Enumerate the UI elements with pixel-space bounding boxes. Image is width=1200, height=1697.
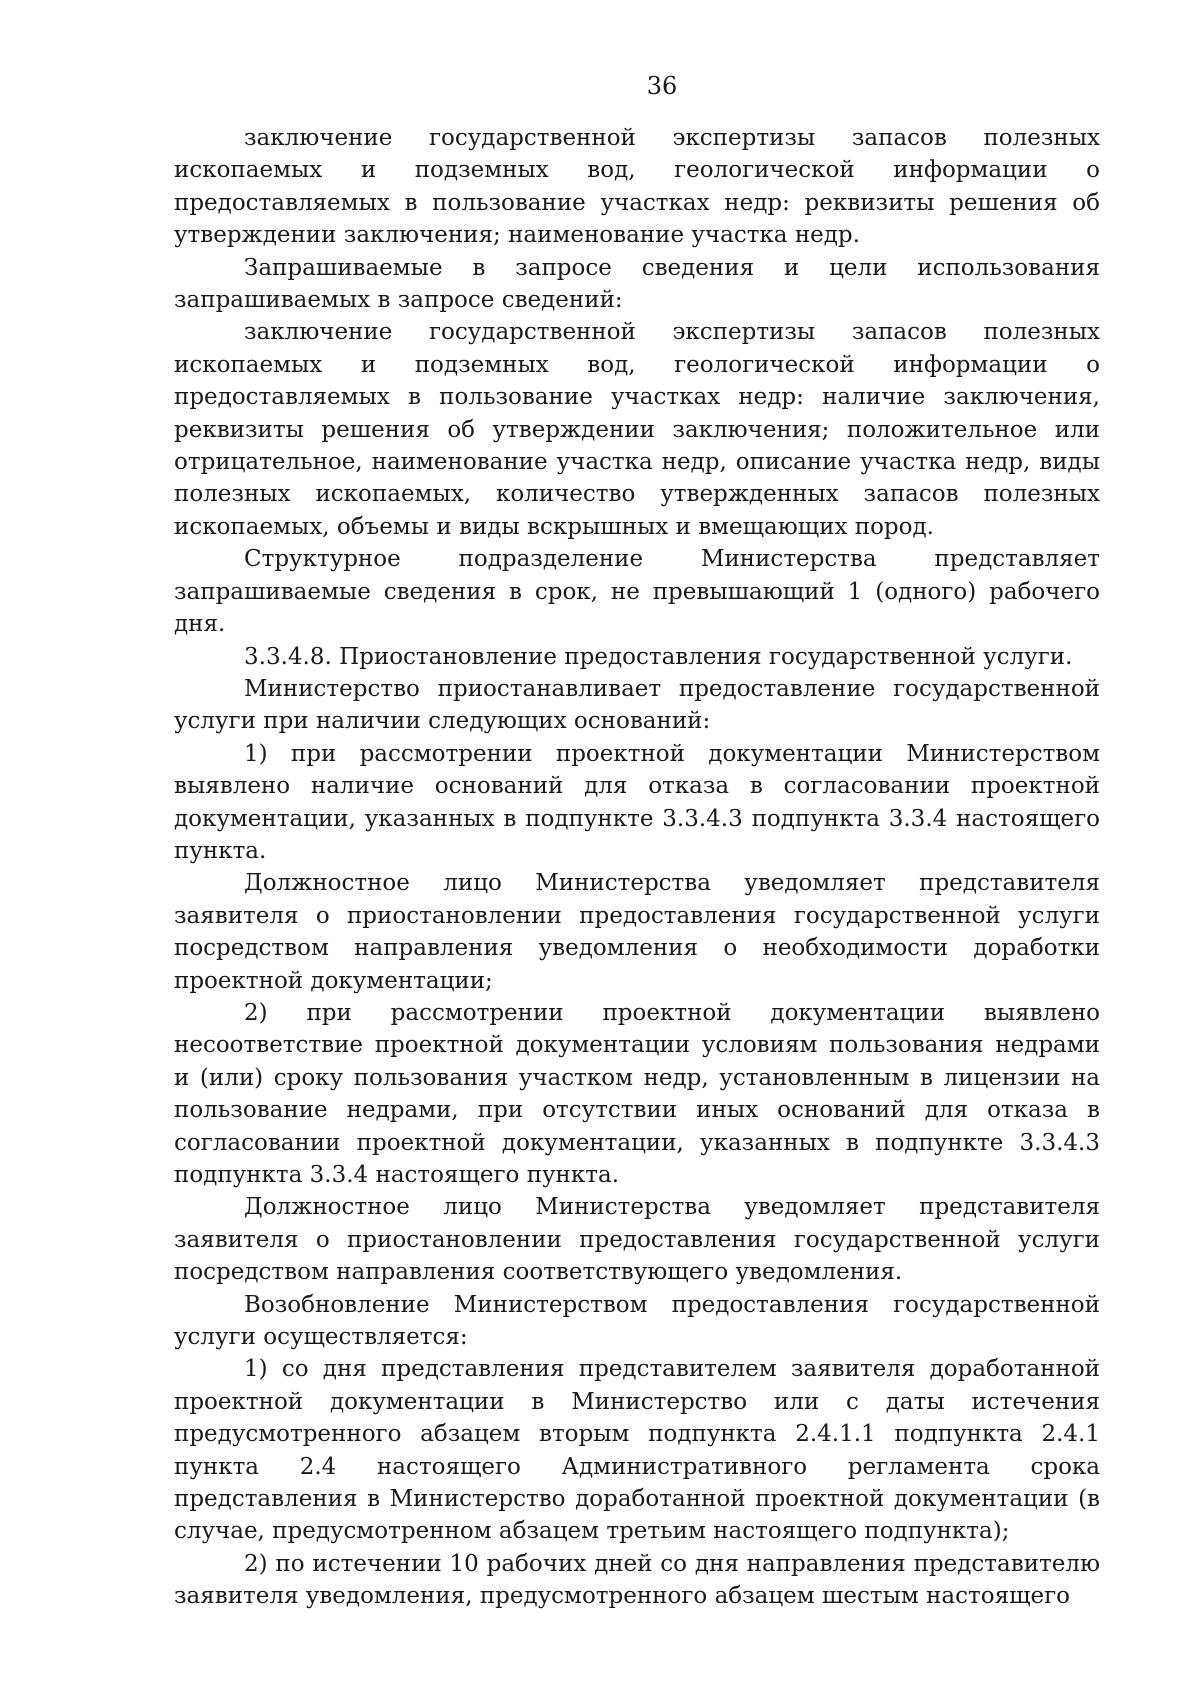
page-number: 36 (646, 72, 678, 100)
paragraph: Министерство приостанавливает предоставление государственной услуги при наличии следующих оснований: (174, 675, 1100, 735)
list-item: 1) со дня представления представителем заявителя доработанной проектной документации в Министерство или с даты истечения предусмотренного абзацем вторым подпункта 2.4.1.1 подпункта 2.4.1 пункта 2.4 настоящего Административного регламента срока представления в Министерство доработанной проектной документации (в случае, предусмотренном абзацем третьим настоящего подпункта); (174, 1356, 1100, 1545)
paragraph: заключение государственной экспертизы запасов полезных ископаемых и подземных вод, геологической информации о предоставляемых в пользование участках недр: наличие заключения, реквизиты решения об утверждении заключения; положительное или отрицательное, наименование участка недр, описание участка недр, виды полезных ископаемых, количество утвержденных запасов полезных ископаемых, объемы и виды вскрышных и вмещающих пород. (174, 319, 1100, 540)
list-item: 2) по истечении 10 рабочих дней со дня направления представителю заявителя уведомления, предусмотренного абзацем шестым настоящего (174, 1550, 1100, 1610)
paragraph: Запрашиваемые в запросе сведения и цели использования запрашиваемых в запросе сведений: (174, 254, 1100, 314)
paragraph: Должностное лицо Министерства уведомляет представителя заявителя о приостановлении предоставления государственной услуги посредством направления соответствующего уведомления. (174, 1194, 1100, 1286)
paragraph: заключение государственной экспертизы запасов полезных ископаемых и подземных вод, геологической информации о предоставляемых в пользование участках недр: реквизиты решения об утверждении заключения; наименование участка недр. (174, 125, 1100, 249)
paragraph: Должностное лицо Министерства уведомляет представителя заявителя о приостановлении предоставления государственной услуги посредством направления уведомления о необходимости доработки проектной документации; (174, 870, 1100, 994)
section-heading: 3.3.4.8. Приостановление предоставления государственной услуги. (244, 643, 1073, 670)
list-item: 1) при рассмотрении проектной документации Министерством выявлено наличие оснований для отказа в согласовании проектной документации, указанных в подпункте 3.3.4.3 подпункта 3.3.4 настоящего пункта. (174, 740, 1100, 864)
document-body (174, 122, 1100, 1613)
list-item: 2) при рассмотрении проектной документации выявлено несоответствие проектной документации условиям пользования недрами и (или) сроку пользования участком недр, установленным в лицензии на пользование недрами, при отсутствии иных оснований для отказа в согласовании проектной документации, указанных в подпункте 3.3.4.3 подпункта 3.3.4 настоящего пункта. (174, 999, 1100, 1188)
paragraph: Возобновление Министерством предоставления государственной услуги осуществляется: (174, 1291, 1100, 1351)
paragraph: Структурное подразделение Министерства представляет запрашиваемые сведения в срок, не превышающий 1 (одного) рабочего дня. (174, 546, 1100, 638)
